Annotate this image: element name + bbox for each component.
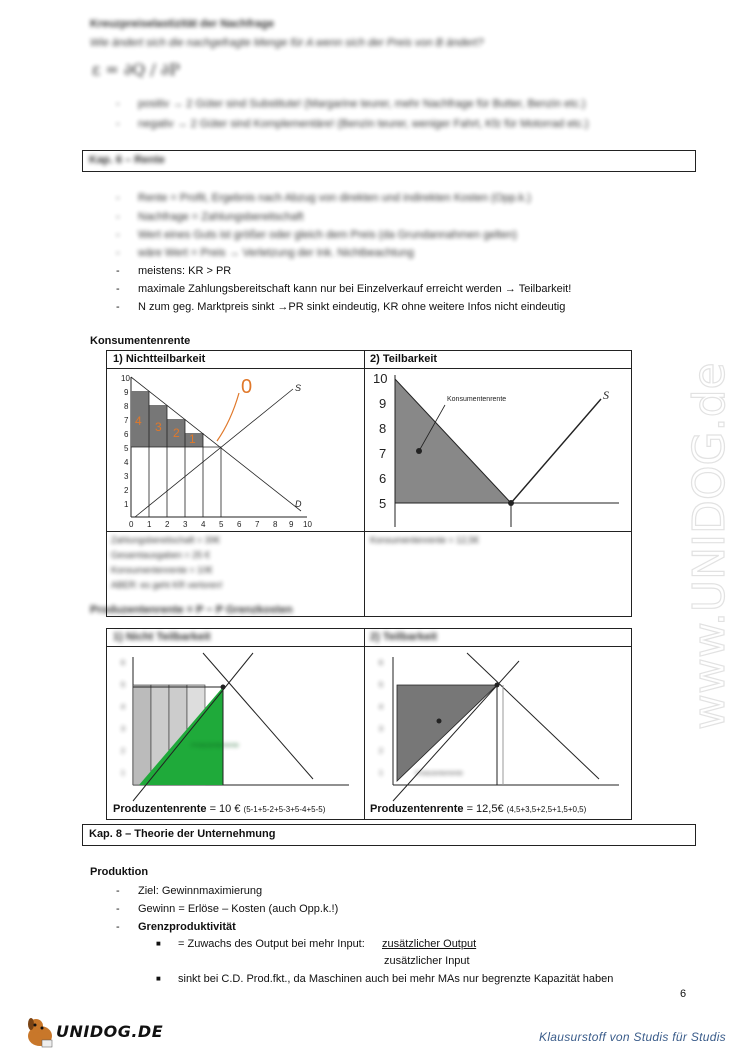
svg-text:3: 3 [121,726,125,733]
chart-kr-teilbarkeit [369,371,624,531]
svg-text:3: 3 [183,520,188,529]
svg-text:8: 8 [379,421,387,436]
svg-text:1: 1 [124,500,129,509]
svg-text:6: 6 [379,660,383,667]
chart-annotation: Konsumentenrente [447,396,507,403]
chart-pr-teilbarkeit [369,651,624,801]
svg-text:6: 6 [379,471,387,486]
col-head-nichtteilbarkeit: 1) Nichtteilbarkeit [113,353,206,365]
produzentenrente-heading: Produzentenrente = P − P Grenzkosten [90,604,293,616]
kr-note-right: Konsumentenrente = 12,5€ [370,535,479,545]
svg-text:5: 5 [379,496,387,511]
svg-text:2: 2 [173,426,180,440]
chart-kr-nichtteilbarkeit [111,371,311,531]
chapter-box-kap8 [82,824,696,846]
svg-text:7: 7 [124,416,129,425]
produzentenrente-table [106,628,632,820]
section-title: Kreuzpreiselastizität der Nachfrage [90,18,275,30]
svg-text:9: 9 [289,520,294,529]
svg-text:www.UNIDOG.de: www.UNIDOG.de [684,362,735,730]
formula: ε = ∂Q / ∂P [92,60,180,79]
kr-notes-left: Zahlungsbereitschaft = 39€ Gesamtausgaben = 25 € Konsumentenrente = 10€ ABER: es geht KR verloren! [111,535,223,590]
demand-label: D [295,499,302,509]
svg-text:4: 4 [121,704,125,711]
konsumentenrente-table [106,350,632,617]
section-question: Wie ändert sich die nachgefragte Menge für A wenn sich der Preis von B ändert? [90,37,484,49]
chapter-title: Kap. 8 – Theorie der Unternehmung [89,828,276,840]
svg-text:9: 9 [124,388,129,397]
svg-text:5: 5 [219,520,224,529]
pr-result-right: Produzentenrente = 12,5€ (4,5+3,5+2,5+1,5+0,5) [370,803,587,815]
svg-text:0: 0 [129,520,134,529]
svg-text:2: 2 [165,520,170,529]
svg-text:8: 8 [124,402,129,411]
svg-text:4: 4 [379,704,383,711]
svg-text:2: 2 [121,748,125,755]
chapter-box-kap6 [82,150,696,172]
svg-text:10: 10 [373,371,388,386]
svg-text:6: 6 [124,430,129,439]
chart-annotation: Produzentenrente [415,771,463,777]
svg-text:8: 8 [273,520,278,529]
svg-text:1: 1 [147,520,152,529]
annotation-zero: 0 [241,376,253,398]
svg-text:1: 1 [189,432,196,446]
footer-tagline: Klausurstoff von Studis für Studis [539,1030,726,1044]
unidog-logo [22,1014,162,1050]
watermark [640,280,750,740]
pr-result-left: Produzentenrente = 10 € (5-1+5-2+5-3+5-4+5-5) [113,803,326,815]
svg-text:10: 10 [303,520,312,529]
svg-text:4: 4 [135,414,142,428]
page-number: 6 [680,988,687,1000]
dog-icon [22,1014,58,1050]
svg-text:2: 2 [379,748,383,755]
svg-text:4: 4 [201,520,206,529]
svg-text:7: 7 [379,446,387,461]
svg-text:5: 5 [121,682,125,689]
col-head-nicht-teilbarkeit: 1) Nicht Teilbarkeit [113,631,211,643]
svg-text:9: 9 [379,396,387,411]
col-head-teilbarkeit: 2) Teilbarkeit [370,631,438,643]
svg-text:5: 5 [379,682,383,689]
svg-text:1: 1 [379,770,383,777]
col-head-teilbarkeit: 2) Teilbarkeit [370,353,438,365]
svg-text:10: 10 [121,374,130,383]
svg-text:3: 3 [124,472,129,481]
svg-text:5: 5 [124,444,129,453]
svg-text:3: 3 [379,726,383,733]
supply-label: S [603,388,609,402]
svg-text:6: 6 [121,660,125,667]
svg-text:2: 2 [124,486,129,495]
svg-text:4: 4 [124,458,129,467]
konsumentenrente-heading: Konsumentenrente [90,335,191,347]
svg-text:7: 7 [255,520,260,529]
produktion-heading: Produktion [90,866,149,878]
svg-text:1: 1 [121,770,125,777]
svg-text:6: 6 [237,520,242,529]
chart-annotation: Produzentenrente [191,743,239,749]
supply-label: S [295,383,302,393]
logo-text: UNIDOG.DE [56,1022,164,1041]
chapter-title: Kap. 6 – Rente [89,154,165,166]
svg-text:3: 3 [155,420,162,434]
chart-pr-nicht-teilbarkeit [113,651,353,801]
